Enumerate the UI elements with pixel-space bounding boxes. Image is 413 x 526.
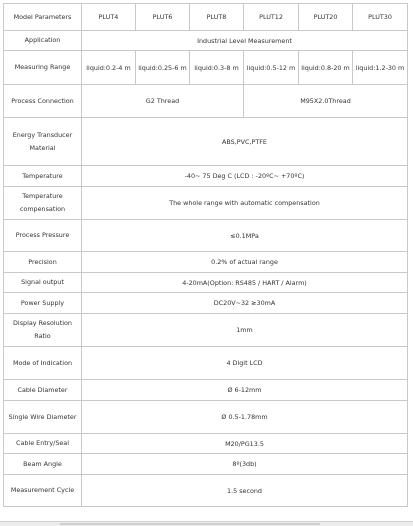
power-supply-value: DC20V~32 ≥30mA — [82, 293, 408, 314]
single-wire-diameter-value: Ø 0.5-1.78mm — [82, 401, 408, 434]
process-connection-right: M95X2.0Thread — [244, 85, 408, 118]
row-process-connection — [4, 85, 408, 118]
specification-table — [3, 3, 408, 507]
measuring-range-plut4: liquid:0.2-4 m — [82, 51, 136, 85]
model-plut12: PLUT12 — [244, 4, 299, 31]
row-precision — [4, 252, 408, 273]
display-resolution-label: Display Resolution Ratio — [4, 314, 82, 347]
display-resolution-value: 1mm — [82, 314, 408, 347]
process-pressure-value: ≤0.1MPa — [82, 220, 408, 252]
mode-of-indication-label: Mode of Indication — [4, 347, 82, 380]
measurement-cycle-value: 1.5 second — [82, 475, 408, 507]
cable-diameter-value: Ø 6-12mm — [82, 380, 408, 401]
process-pressure-label: Process Pressure — [4, 220, 82, 252]
process-connection-left: G2 Thread — [82, 85, 244, 118]
model-plut20: PLUT20 — [299, 4, 353, 31]
measuring-range-plut12: liquid:0.5-12 m — [244, 51, 299, 85]
measuring-range-plut20: liquid:0.8-20 m — [299, 51, 353, 85]
temperature-value: -40~ 75 Deg C (LCD : -20ºC~ +70ºC) — [82, 166, 408, 187]
signal-output-value: 4-20mA(Option: RS485 / HART / Alarm) — [82, 273, 408, 293]
row-application — [4, 31, 408, 51]
model-plut8: PLUT8 — [190, 4, 244, 31]
measuring-range-plut6: liquid:0.25-6 m — [136, 51, 190, 85]
temperature-label: Temperature — [4, 166, 82, 187]
measurement-cycle-label: Measurement Cycle — [4, 475, 82, 507]
model-parameters-label: Model Parameters — [4, 4, 82, 31]
row-signal-output — [4, 273, 408, 293]
model-plut30: PLUT30 — [353, 4, 408, 31]
power-supply-label: Power Supply — [4, 293, 82, 314]
model-plut4: PLUT4 — [82, 4, 136, 31]
row-process-pressure — [4, 220, 408, 252]
single-wire-diameter-label: Single Wire Diameter — [4, 401, 82, 434]
cable-entry-value: M20/PG13.5 — [82, 434, 408, 454]
cable-entry-label: Cable Entry/Seal — [4, 434, 82, 454]
row-single-wire-diameter — [4, 401, 408, 434]
row-energy-transducer — [4, 118, 408, 166]
application-label: Application — [4, 31, 82, 51]
precision-label: Precision — [4, 252, 82, 273]
row-cable-entry — [4, 434, 408, 454]
row-power-supply — [4, 293, 408, 314]
row-temperature — [4, 166, 408, 187]
row-model-parameters — [4, 4, 408, 31]
horizontal-scrollbar[interactable] — [0, 521, 413, 526]
process-connection-label: Process Connection — [4, 85, 82, 118]
row-temperature-compensation — [4, 187, 408, 220]
measuring-range-label: Measuring Range — [4, 51, 82, 85]
row-beam-angle — [4, 454, 408, 475]
application-value: Industrial Level Measurement — [82, 31, 408, 51]
temperature-compensation-value: The whole range with automatic compensation — [82, 187, 408, 220]
cable-diameter-label: Cable Diameter — [4, 380, 82, 401]
model-plut6: PLUT6 — [136, 4, 190, 31]
row-display-resolution — [4, 314, 408, 347]
row-mode-of-indication — [4, 347, 408, 380]
temperature-compensation-label: Temperature compensation — [4, 187, 82, 220]
mode-of-indication-value: 4 Digit LCD — [82, 347, 408, 380]
energy-transducer-value: ABS,PVC,PTFE — [82, 118, 408, 166]
energy-transducer-label: Energy Transducer Material — [4, 118, 82, 166]
row-measuring-range — [4, 51, 408, 85]
measuring-range-plut30: liquid:1.2-30 m — [353, 51, 408, 85]
precision-value: 0.2% of actual range — [82, 252, 408, 273]
row-measurement-cycle — [4, 475, 408, 507]
measuring-range-plut8: liquid:0.3-8 m — [190, 51, 244, 85]
signal-output-label: Signal output — [4, 273, 82, 293]
beam-angle-value: 8º(3db) — [82, 454, 408, 475]
beam-angle-label: Beam Angle — [4, 454, 82, 475]
row-cable-diameter — [4, 380, 408, 401]
